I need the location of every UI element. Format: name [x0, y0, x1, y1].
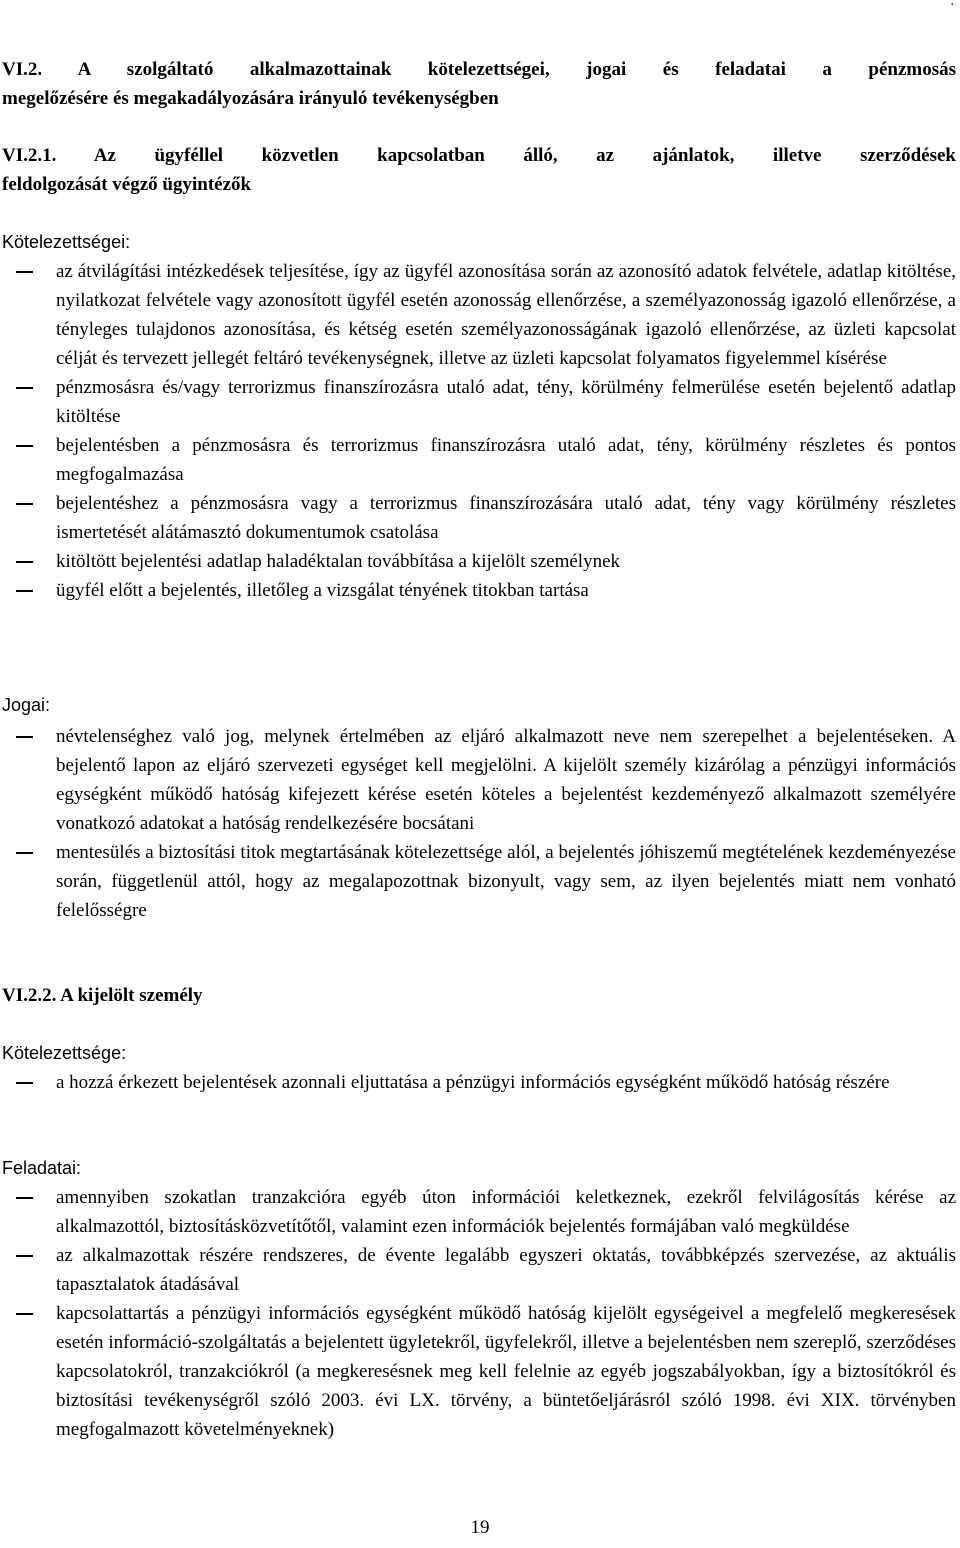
dash-bullet-icon — [16, 1313, 33, 1315]
rights-label: Jogai: — [2, 695, 51, 715]
dash-bullet-icon — [16, 271, 33, 273]
list-item: az átvilágítási intézkedések teljesítése, így az ügyfél azonosítása során az azonosító adatok felvétele, adatlap kitöltése, nyilatkozat felvétele vagy azonosított ügyfél esetén azonosság ellenőrzése, a személyazonosság igazoló ellenőrzése, a tényleges tulajdonos azonosítása, és kétség esetén személyazonosságának igazoló ellenőrzése, az üzleti kapcsolat célját és tervezett jellegét feltáró tevékenységnek, illetve az üzleti kapcsolat folyamatos figyelemmel kísérése — [0, 257, 956, 373]
dash-bullet-icon — [16, 736, 33, 738]
designated-person-obligations-list — [0, 1068, 956, 1097]
list-item: kapcsolattartás a pénzügyi információs egységként működő hatóság kijelölt egységeivel a megfelelő megkeresések esetén információ-szolgáltatás a bejelentett ügyletekről, ügyfelekről, illetve a bejelentésben nem szereplő, szerződéses kapcsolatokról, tranzakciókról (a megkeresésnek meg kell felelnie az egyéb jogszabályokban, így a biztosítókról és biztosítási tevékenységről szóló 2003. évi LX. törvény, a büntetőeljárásról szóló 1998. évi XIX. törvényben megfogalmazott követelményeknek) — [0, 1299, 956, 1444]
dash-bullet-icon — [16, 445, 33, 447]
list-item: névtelenséghez való jog, melynek értelmében az eljáró alkalmazott neve nem szerepelhet a bejelentéseken. A bejelentő lapon az eljáró szervezeti egységet kell megjelölni. A kijelölt személy kizárólag a pénzügyi információs egységként működő hatóság kifejezett kérése esetén köteles a bejelentést kezdeményező alkalmazott személyére vonatkozó adatokat a hatóság rendelkezésére bocsátani — [0, 722, 956, 838]
rights-list — [0, 722, 956, 925]
list-item: kitöltött bejelentési adatlap haladéktalan továbbítása a kijelölt személynek — [0, 547, 956, 576]
corner-mark: . — [950, 0, 954, 9]
list-item: amennyiben szokatlan tranzakcióra egyéb úton információi keletkeznek, ezekről felvilágosítás kérése az alkalmazottól, biztosításközvetítőtől, valamint ezen információk bejelentés formájában való megküldése — [0, 1183, 956, 1241]
list-item: ügyfél előtt a bejelentés, illetőleg a vizsgálat tényének titokban tartása — [0, 576, 956, 605]
list-item: a hozzá érkezett bejelentések azonnali eljuttatása a pénzügyi információs egységként működő hatóság részére — [0, 1068, 956, 1097]
section-heading-vi-2-1-line2: feldolgozását végző ügyintézők — [2, 174, 252, 195]
obligations-label: Kötelezettségei: — [2, 232, 131, 252]
dash-bullet-icon — [16, 590, 33, 592]
obligations-list — [0, 257, 956, 605]
dash-bullet-icon — [16, 561, 33, 563]
section-heading-vi-2-2: VI.2.2. A kijelölt személy — [2, 985, 203, 1006]
page-number: 19 — [470, 1517, 490, 1538]
dash-bullet-icon — [16, 1255, 33, 1257]
section-heading-vi-2-1-line1: VI.2.1. Az ügyféllel közvetlen kapcsolatban álló, az ajánlatok, illetve szerződések — [2, 145, 956, 166]
section-heading-vi-2-line2: megelőzésére és megakadályozására irányuló tevékenységben — [2, 88, 499, 109]
dash-bullet-icon — [16, 387, 33, 389]
dash-bullet-icon — [16, 1082, 33, 1084]
dash-bullet-icon — [16, 503, 33, 505]
tasks-label: Feladatai: — [2, 1158, 82, 1178]
list-item: pénzmosásra és/vagy terrorizmus finanszírozásra utaló adat, tény, körülmény felmerülése esetén bejelentő adatlap kitöltése — [0, 373, 956, 431]
tasks-list — [0, 1183, 956, 1444]
list-item: bejelentéshez a pénzmosásra vagy a terrorizmus finanszírozására utaló adat, tény vagy körülmény részletes ismertetését alátámasztó dokumentumok csatolása — [0, 489, 956, 547]
list-item: bejelentésben a pénzmosásra és terrorizmus finanszírozásra utaló adat, tény, körülmény részletes és pontos megfogalmazása — [0, 431, 956, 489]
list-item: az alkalmazottak részére rendszeres, de évente legalább egyszeri oktatás, továbbképzés szervezése, az aktuális tapasztalatok átadásával — [0, 1241, 956, 1299]
list-item: mentesülés a biztosítási titok megtartásának kötelezettsége alól, a bejelentés jóhiszemű megtételének kezdeményezése során, függetlenül attól, hogy az megalapozottnak bizonyult, vagy sem, az ilyen bejelentés miatt nem vonható felelősségre — [0, 838, 956, 925]
section-heading-vi-2-line1: VI.2. A szolgáltató alkalmazottainak kötelezettségei, jogai és feladatai a pénzmosás — [2, 59, 956, 80]
dash-bullet-icon — [16, 852, 33, 854]
dash-bullet-icon — [16, 1197, 33, 1199]
obligation-label: Kötelezettsége: — [2, 1043, 127, 1063]
